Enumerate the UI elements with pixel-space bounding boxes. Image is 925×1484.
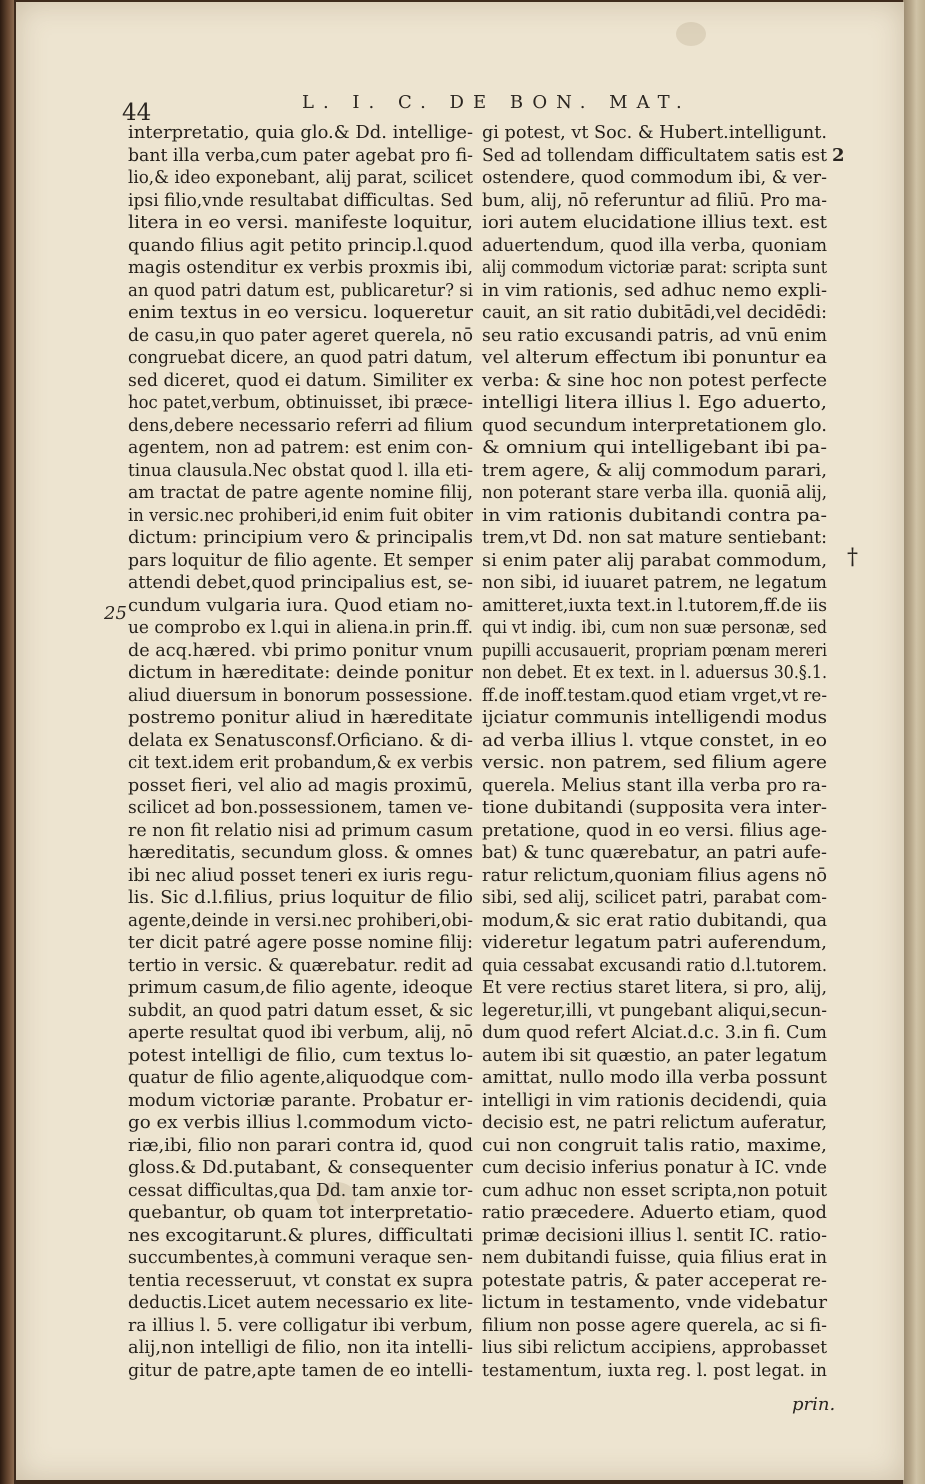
text-line: pupilli accusauerit, propriam pœnam mereri — [482, 639, 827, 661]
text-line: posset fieri, vel alio ad magis proximū, — [128, 774, 473, 796]
margin-number-right: 2 — [832, 145, 845, 166]
text-line: amittat, nullo modo illa verba possunt — [482, 1067, 827, 1088]
text-line: tertio in versic. & quærebatur. redit ad — [128, 954, 473, 976]
text-line: ue comprobo ex l.qui in aliena.in prin.ff. — [128, 617, 473, 638]
text-line: in vim rationis, sed adhuc nemo expli- — [482, 279, 827, 301]
text-line: testamentum, iuxta reg. l. post legat. in — [482, 1359, 827, 1381]
text-line: attendi debet,quod principalius est, se- — [128, 572, 473, 593]
text-line: pars loquitur de filio agente. Et semper — [128, 549, 473, 571]
text-line: legeretur,illi, vt pungebant aliqui,secun- — [482, 999, 827, 1021]
text-line: bat) & tunc quærebatur, an patri aufe- — [482, 842, 827, 863]
text-line: lio,& ideo exponebant, alij parat, scilicet — [128, 167, 473, 188]
text-line: cauit, an sit ratio dubitādi,vel decidēdi: — [482, 302, 827, 323]
text-line: non poterant stare verba illa. quoniā alij, — [482, 482, 827, 503]
text-line: potestate patris, & pater acceperat re- — [482, 1269, 827, 1291]
text-line: seu ratio excusandi patris, ad vnū enim — [482, 324, 827, 346]
text-line: congruebat dicere, an quod patri datum, — [128, 347, 473, 368]
text-line: modum,& sic erat ratio dubitandi, qua — [482, 909, 827, 931]
text-line: ipsi filio,vnde resultabat difficultas. Sed — [128, 189, 473, 211]
text-line: cum decisio inferius ponatur à IC. vnde — [482, 1157, 827, 1178]
text-line: gitur de patre,apte tamen de eo intelli- — [128, 1359, 473, 1381]
text-line: Et vere rectius staret litera, si pro, alij, — [482, 977, 827, 998]
text-line: ad verba illius l. vtque constet, in eo — [482, 729, 827, 751]
text-line: agente,deinde in versi.nec prohiberi,obi- — [128, 909, 473, 931]
text-line: dum quod refert Alciat.d.c. 3.in fi. Cum — [482, 1022, 827, 1043]
text-line: si enim pater alij parabat commodum, — [482, 549, 827, 571]
text-line: trem agere, & alij commodum parari, — [482, 459, 827, 481]
left-text-column — [128, 122, 505, 1382]
text-line: deductis.Licet autem necessario ex lite- — [128, 1292, 473, 1313]
book-edge — [0, 0, 14, 1484]
text-line: Sed ad tollendam difficultatem satis est — [482, 144, 827, 166]
text-line: ijciatur communis intelligendi modus — [482, 707, 827, 728]
text-line: nem dubitandi fuisse, quia filius erat in — [482, 1247, 827, 1268]
text-line: nes excogitarunt.& plures, difficultati — [128, 1224, 473, 1246]
text-line: sibi, sed alij, scilicet patri, parabat com- — [482, 887, 827, 908]
text-line: agentem, non ad patrem: est enim con- — [128, 437, 473, 458]
text-line: pretatione, quod in eo versi. filius age- — [482, 819, 827, 841]
text-line: primum casum,de filio agente, ideoque — [128, 977, 473, 998]
text-line: dictum: principium vero & principalis — [128, 527, 473, 548]
text-line: qui vt indig. ibi, cum non suæ personæ, sed — [482, 617, 827, 638]
text-line: quia cessabat excusandi ratio d.l.tutorem. — [482, 954, 827, 976]
text-line: litera in eo versi. manifeste loquitur, — [128, 212, 473, 233]
adjacent-page-edge — [903, 0, 925, 1484]
text-line: magis ostenditur ex verbis proxmis ibi, — [128, 257, 473, 278]
text-line: non debet. Et ex text. in l. aduersus 30.§.1. — [482, 662, 827, 683]
text-line: am tractat de patre agente nomine filij, — [128, 482, 473, 503]
text-line: potest intelligi de filio, cum textus lo- — [128, 1044, 473, 1066]
text-line: hoc patet,verbum, obtinuisset, ibi præce- — [128, 392, 473, 413]
text-line: ff.de inoff.testam.quod etiam vrget,vt re- — [482, 684, 827, 706]
text-line: querela. Melius stant illa verba pro ra- — [482, 774, 827, 796]
text-line: scilicet ad bon.possessionem, tamen ve- — [128, 797, 473, 818]
text-line: vel alterum effectum ibi ponuntur ea — [482, 347, 827, 368]
text-line: cessat difficultas,qua Dd. tam anxie tor- — [128, 1179, 473, 1201]
text-line: alij commodum victoriæ parat: scripta sunt — [482, 257, 827, 278]
text-line: filium non posse agere querela, ac si fi- — [482, 1314, 827, 1336]
text-line: gloss.& Dd.putabant, & consequenter — [128, 1157, 473, 1178]
text-line: autem ibi sit quæstio, an pater legatum — [482, 1044, 827, 1066]
text-line: cundum vulgaria iura. Quod etiam no- — [128, 594, 473, 616]
text-line: re non fit relatio nisi ad primum casum — [128, 819, 473, 841]
text-line: hæreditatis, secundum gloss. & omnes — [128, 842, 473, 863]
text-line: cui non congruit talis ratio, maxime, — [482, 1134, 827, 1156]
text-line: non sibi, id iuuaret patrem, ne legatum — [482, 572, 827, 593]
text-line: quatur de filio agente,aliquodque com- — [128, 1067, 473, 1088]
text-line: tentia recesseruut, vt constat ex supra — [128, 1269, 473, 1291]
text-line: de acq.hæred. vbi primo ponitur vnum — [128, 639, 473, 661]
text-line: lis. Sic d.l.filius, prius loquitur de filio — [128, 887, 474, 908]
text-line: decisio est, ne patri relictum auferatur, — [482, 1112, 827, 1133]
text-line: aperte resultat quod ibi verbum, alij, nō — [128, 1022, 473, 1043]
text-line: delata ex Senatusconsf.Orficiano. & di- — [128, 729, 473, 751]
text-line: dens,debere necessario referri ad filium — [128, 414, 473, 436]
text-line: bant illa verba,cum pater agebat pro fi- — [128, 144, 473, 166]
text-line: dictum in hæreditate: deinde ponitur — [128, 662, 473, 683]
text-line: lictum in testamento, vnde videbatur — [482, 1292, 827, 1313]
text-line: trem,vt Dd. non sat mature sentiebant: — [482, 527, 827, 548]
text-line: cit text.idem erit probandum,& ex verbis — [128, 752, 473, 773]
text-line: succumbentes,à communi veraque sen- — [128, 1247, 473, 1268]
text-line: tione dubitandi (supposita vera inter- — [482, 797, 827, 818]
text-line: iori autem elucidatione illius text. est — [482, 212, 827, 233]
text-line: cum adhuc non esset scripta,non potuit — [482, 1179, 827, 1201]
paper-stain — [676, 22, 706, 46]
text-line: lius sibi relictum accipiens, approbasset — [482, 1337, 827, 1358]
text-line: ter dicit patré agere posse nomine filij: — [128, 932, 473, 953]
text-line: alij,non intelligi de filio, non ita intelli- — [128, 1337, 473, 1358]
text-line: gi potest, vt Soc. & Hubert.intelligunt. — [482, 122, 827, 143]
text-line: interpretatio, quia glo.& Dd. intellige- — [128, 122, 473, 143]
text-line: ratur relictum,quoniam filius agens nō — [482, 864, 827, 886]
text-line: ratio præcedere. Aduerto etiam, quod — [482, 1202, 827, 1223]
text-line: verba: & sine hoc non potest perfecte — [482, 369, 827, 391]
margin-number-left: 25 — [104, 603, 127, 624]
text-line: intelligi in vim rationis decidendi, quia — [482, 1089, 827, 1111]
margin-dagger-mark: † — [847, 545, 858, 570]
catchword: prin. — [792, 1394, 836, 1415]
page-number: 44 — [122, 100, 152, 126]
text-line: tinua clausula.Nec obstat quod l. illa eti- — [128, 459, 473, 481]
text-line: subdit, an quod patri datum esset, & sic — [128, 999, 473, 1021]
text-line: & omnium qui intelligebant ibi pa- — [482, 437, 827, 458]
text-line: aliud diuersum in bonorum possessione. — [128, 684, 473, 706]
text-line: riæ,ibi, filio non parari contra id, quod — [128, 1134, 473, 1156]
text-line: in versic.nec prohiberi,id enim fuit obiter — [128, 504, 473, 526]
text-line: primæ decisioni illius l. sentit IC. ratio- — [482, 1224, 827, 1246]
text-line: ra illius l. 5. vere colligatur ibi verbum, — [128, 1314, 473, 1336]
text-line: quando filius agit petito princip.l.quod — [128, 234, 473, 256]
text-line: modum victoriæ parante. Probatur er- — [128, 1089, 473, 1111]
text-line: bum, alij, nō referuntur ad filiū. Pro ma- — [482, 189, 827, 211]
text-line: sed diceret, quod ei datum. Similiter ex — [128, 369, 473, 391]
text-line: versic. non patrem, sed filium agere — [482, 752, 827, 773]
text-line: ostendere, quod commodum ibi, & ver- — [482, 167, 827, 188]
text-line: an quod patri datum est, publicaretur? si — [128, 279, 473, 301]
text-line: videretur legatum patri auferendum, — [482, 932, 827, 953]
text-line: in vim rationis dubitandi contra pa- — [482, 504, 827, 526]
text-line: de casu,in quo pater ageret querela, nō — [128, 324, 473, 346]
text-line: quebantur, ob quam tot interpretatio- — [128, 1202, 473, 1223]
right-text-column — [482, 122, 889, 1382]
text-line: enim textus in eo versicu. loqueretur — [128, 302, 474, 323]
text-line: amitteret,iuxta text.in l.tutorem,ff.de iis — [482, 594, 827, 616]
text-line: intelligi litera illius l. Ego aduerto, — [482, 392, 827, 413]
text-line: ibi nec aliud posset teneri ex iuris regu- — [128, 864, 473, 886]
text-line: aduertendum, quod illa verba, quoniam — [482, 234, 827, 256]
text-line: quod secundum interpretationem glo. — [482, 414, 827, 436]
running-title: L. I. C. DE BON. MAT. — [302, 92, 691, 113]
text-line: postremo ponitur aliud in hæreditate — [128, 707, 473, 728]
text-line: go ex verbis illius l.commodum victo- — [128, 1112, 473, 1133]
